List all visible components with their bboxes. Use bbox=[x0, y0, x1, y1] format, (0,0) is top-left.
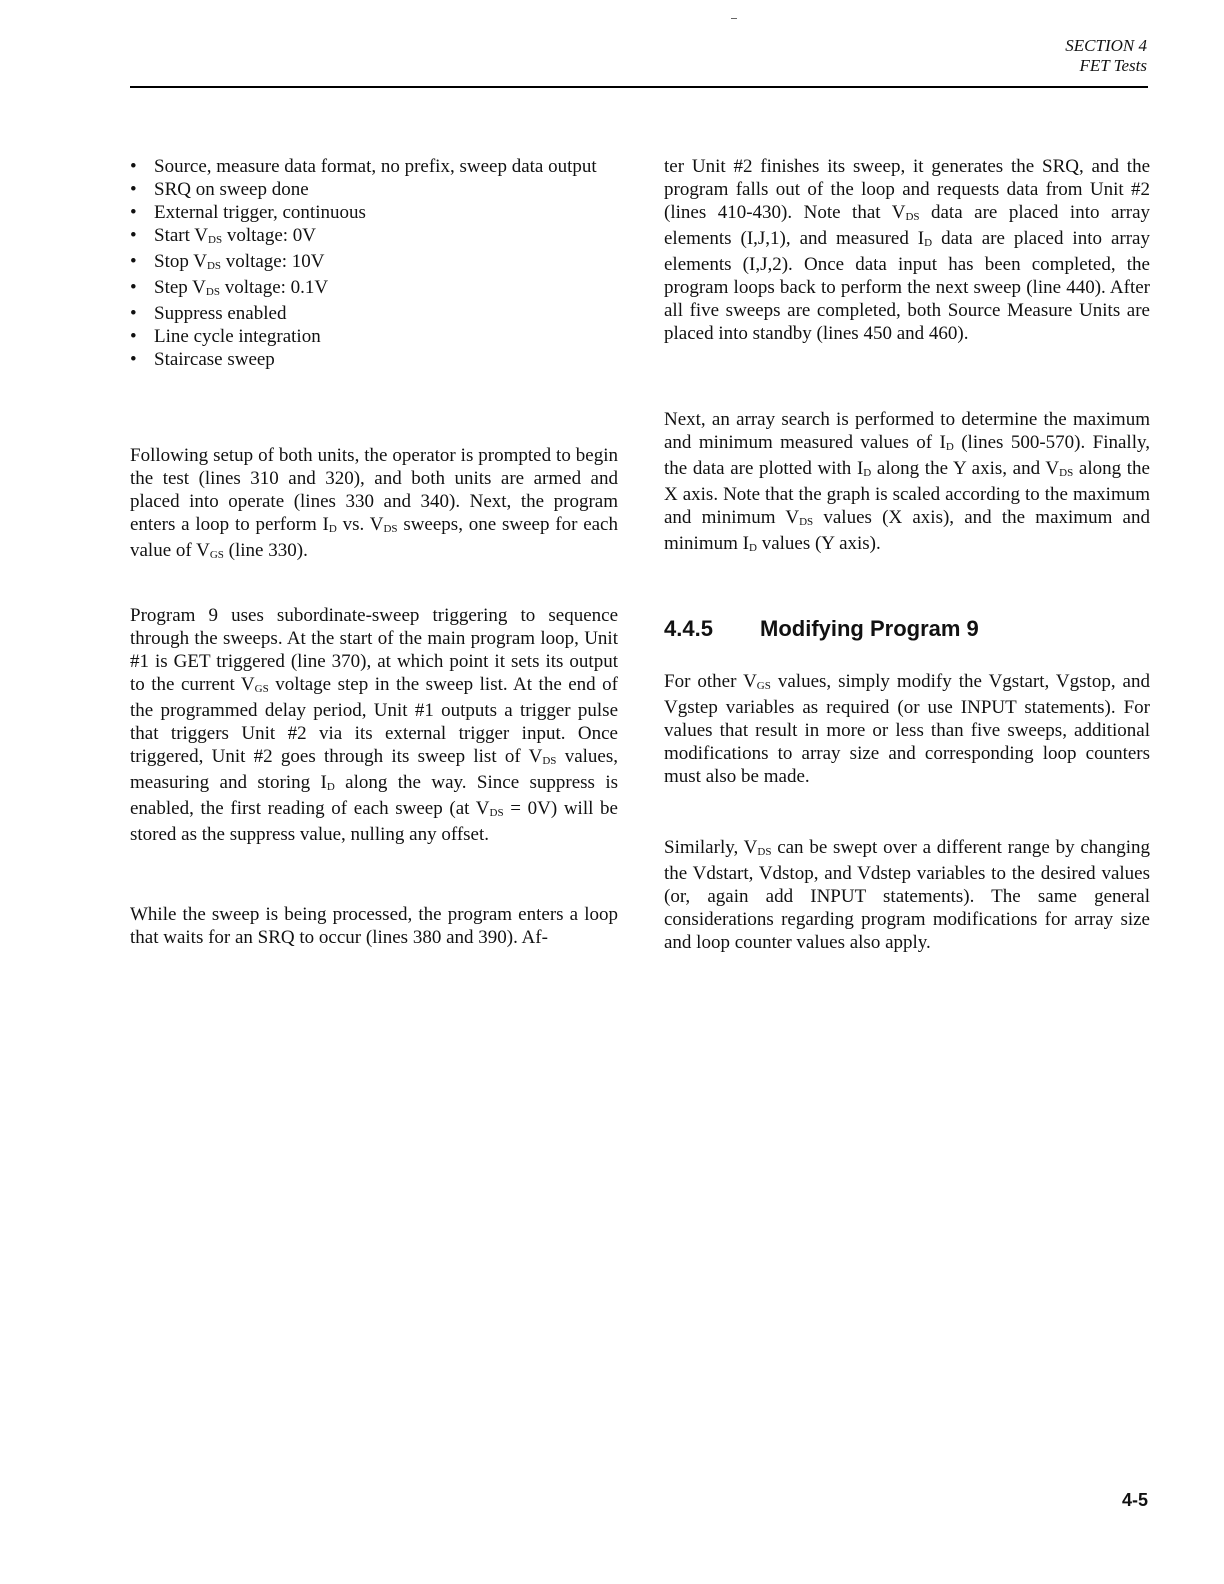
text-run: along the X axis. Note that the graph is scaled according to the maximum and minimum V bbox=[664, 458, 1150, 528]
subscript: D bbox=[863, 467, 872, 479]
text-run: Staircase sweep bbox=[154, 349, 275, 370]
text-run: values (X axis), and the maximum and minimum I bbox=[664, 507, 1150, 554]
section-title: Modifying Program 9 bbox=[760, 616, 979, 641]
text-run: For other V bbox=[664, 671, 757, 692]
text-run: along the Y axis, and V bbox=[871, 458, 1060, 479]
subscript: D bbox=[945, 441, 954, 453]
bullet-item bbox=[130, 276, 618, 302]
page-number: 4-5 bbox=[1121, 1490, 1148, 1510]
text-run: vs. V bbox=[336, 514, 384, 535]
subscript: DS bbox=[489, 807, 504, 819]
text-run: SRQ on sweep done bbox=[154, 179, 309, 200]
bullet-item bbox=[130, 302, 618, 325]
text-run: Stop V bbox=[154, 251, 207, 272]
text-run: along the way. Since suppress is enabled, the first reading of each sweep (at V bbox=[130, 772, 619, 819]
subscript: D bbox=[748, 542, 757, 554]
text-run: Next, an array search is performed to determine the maximum and minimum measured values of I bbox=[664, 409, 1150, 453]
subscript: DS bbox=[208, 234, 223, 246]
text-run: Start V bbox=[154, 225, 209, 246]
section-subtitle: FET Tests bbox=[1079, 56, 1147, 75]
text-run: Step V bbox=[154, 277, 206, 298]
text-run: (line 330). bbox=[223, 540, 308, 561]
text-run: Source, measure data format, no prefix, sweep data output bbox=[154, 156, 597, 177]
text-run: While the sweep is being processed, the program enters a loop that waits for an SRQ to occur (lines 380 and 390). Af- bbox=[130, 904, 618, 948]
text-run: values (Y axis). bbox=[756, 533, 881, 554]
running-header bbox=[1065, 36, 1147, 76]
text-run: (lines 500-570). Finally, the data are plotted with I bbox=[664, 432, 1150, 479]
text-run: can be swept over a different range by changing the Vdstart, Vdstop, and Vdstep variables to the desired values (or, again add INPUT statements). The same general considerations regarding program modifications for array size and loop counter values also apply. bbox=[664, 837, 1150, 953]
paragraph-following-setup bbox=[130, 444, 618, 565]
text-run: data are placed into array elements (I,J,2). Once data input has been completed, the program loops back to perform the next sweep (line 440). After all five sweeps are completed, both Source Measure Units are placed into standby (lines 450 and 460). bbox=[664, 228, 1150, 344]
bullet-item bbox=[130, 348, 618, 371]
settings-bullet-list bbox=[130, 155, 618, 371]
subscript: GS bbox=[209, 549, 224, 561]
section-heading bbox=[664, 617, 1150, 640]
subscript: DS bbox=[383, 523, 398, 535]
text-run: voltage step in the sweep list. At the end of the programmed delay period, Unit #1 outputs a trigger pulse that triggers Unit #2 via its external trigger input. Once triggered, Unit #2 goes through its sweep list of V bbox=[130, 674, 619, 767]
text-run: ter Unit #2 finishes its sweep, it generates the SRQ, and the program falls out of the loop and requests data from Unit #2 (lines 410-430). Note that V bbox=[664, 156, 1150, 223]
text-run: External trigger, continuous bbox=[154, 202, 366, 223]
subscript: DS bbox=[905, 211, 920, 223]
text-run: Program 9 uses subordinate-sweep triggering to sequence through the sweeps. At the start of the main program loop, Unit #1 is GET triggered (line 370), at which point it sets its output to the current V bbox=[130, 605, 618, 695]
text-run: values, measuring and storing I bbox=[130, 746, 618, 793]
section-number: 4.4.5 bbox=[664, 616, 713, 641]
paragraph-srq-data bbox=[664, 155, 1150, 345]
subscript: GS bbox=[254, 683, 269, 695]
subscript: DS bbox=[205, 286, 220, 298]
paragraph-array-search bbox=[664, 408, 1150, 558]
subscript: D bbox=[326, 781, 335, 793]
text-run: voltage: 0.1V bbox=[219, 277, 329, 298]
section-label: SECTION 4 bbox=[1065, 36, 1147, 55]
bullet-item bbox=[130, 250, 618, 276]
subscript: D bbox=[924, 237, 933, 249]
text-run: = 0V) will be stored as the suppress value, nulling any offset. bbox=[130, 798, 618, 845]
text-run: values, simply modify the Vgstart, Vgstop, and Vgstep variables as required (or use INPUT statements). For values that result in more or less than five sweeps, additional modifications to array size and corresponding loop counters must also be made. bbox=[664, 671, 1150, 787]
header-rule bbox=[130, 86, 1148, 88]
subscript: D bbox=[328, 523, 337, 535]
bullet-item bbox=[130, 155, 618, 178]
text-run: voltage: 10V bbox=[221, 251, 325, 272]
bullet-item bbox=[130, 201, 618, 224]
text-run: Following setup of both units, the operator is prompted to begin the test (lines 310 and 320), and both units are armed and placed into operate (lines 330 and 340). Next, the program enters a loop to perform I bbox=[130, 445, 618, 535]
text-run: Similarly, V bbox=[664, 837, 758, 858]
paragraph-while-sweep bbox=[130, 903, 618, 949]
subscript: DS bbox=[799, 516, 814, 528]
subscript: DS bbox=[757, 846, 772, 858]
bullet-item bbox=[130, 325, 618, 348]
paragraph-vds-modify bbox=[664, 836, 1150, 954]
left-column bbox=[130, 155, 619, 948]
text-run: sweeps, one sweep for each value of V bbox=[130, 514, 618, 561]
subscript: DS bbox=[542, 755, 557, 767]
bullet-item bbox=[130, 224, 618, 250]
subscript: DS bbox=[1059, 467, 1074, 479]
scan-mark bbox=[731, 18, 737, 19]
text-run: voltage: 0V bbox=[222, 225, 317, 246]
subscript: DS bbox=[206, 260, 222, 272]
paragraph-program9-triggering bbox=[130, 604, 618, 846]
text-run: Line cycle integration bbox=[154, 326, 321, 347]
paragraph-vgs-modify bbox=[664, 670, 1150, 788]
text-run: data are placed into array elements (I,J,1), and measured I bbox=[664, 202, 1151, 249]
subscript: GS bbox=[756, 680, 771, 692]
text-run: Suppress enabled bbox=[154, 303, 287, 324]
bullet-item bbox=[130, 178, 618, 201]
